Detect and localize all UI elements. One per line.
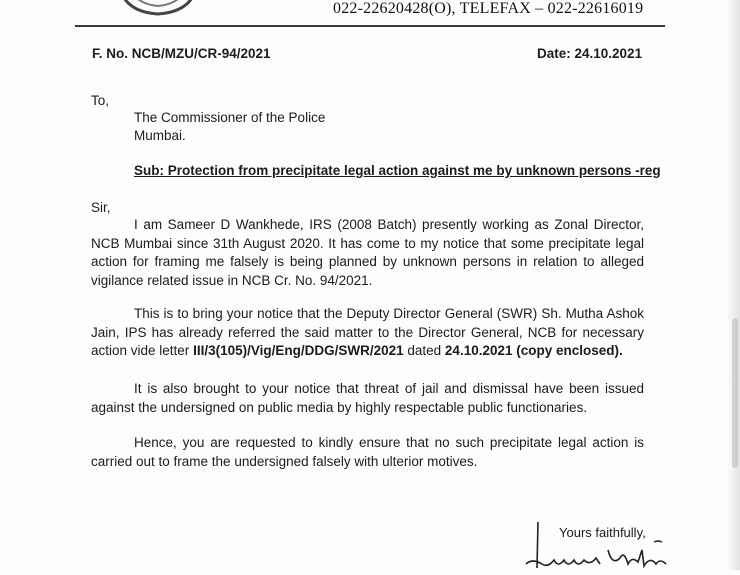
page-edge-shadow [726, 0, 740, 570]
file-number: F. No. NCB/MZU/CR-94/2021 [92, 46, 271, 61]
emblem-logo [115, 0, 201, 16]
address-line-1: The Commissioner of the Police [134, 110, 326, 125]
handwritten-signature [520, 520, 700, 575]
paragraph-2-dated: dated [403, 343, 445, 358]
paragraph-2-text: This is to bring your notice that the Deputy Director General (SWR) Sh. Mutha Ashok Jain, IPS has already referred the said matter to the Director General, NCB for necessary action vide letter [91, 306, 644, 358]
letterhead-divider [75, 25, 665, 27]
address-to: To, [91, 93, 110, 108]
reference-letter-number: III/3(105)/Vig/Eng/DDG/SWR/2021 [193, 343, 404, 358]
letter-date: Date: 24.10.2021 [537, 46, 643, 61]
paragraph-4: Hence, you are requested to kindly ensure that no such precipitate legal action is carried out to frame the undersigned falsely with ulterior motives. [91, 435, 644, 469]
paragraph-3: It is also brought to your notice that threat of jail and dismissal have been issued against the undersigned on public media by highly respectable public functionaries. [91, 381, 644, 415]
paragraph-1: I am Sameer D Wankhede, IRS (2008 Batch) presently working as Zonal Director, NCB Mumbai since 31th August 2020. It has come to my notice that some precipitate legal action for framing me falsely is being planned by unknown persons in relation to alleged vigilance related issue in NCB Cr. No. 94/2021. [91, 217, 644, 288]
closing-line: Yours faithfully, [559, 525, 646, 540]
paragraph-2 [91, 305, 644, 361]
address-line-2: Mumbai. [134, 128, 186, 143]
reference-letter-date: 24.10.2021 (copy enclosed). [444, 343, 623, 358]
salutation: Sir, [91, 200, 111, 215]
letterhead-contact: 022-22620428(O), TELEFAX – 022-22616019 [333, 0, 644, 17]
subject-line: Sub: Protection from precipitate legal action against me by unknown persons -reg [134, 163, 661, 178]
